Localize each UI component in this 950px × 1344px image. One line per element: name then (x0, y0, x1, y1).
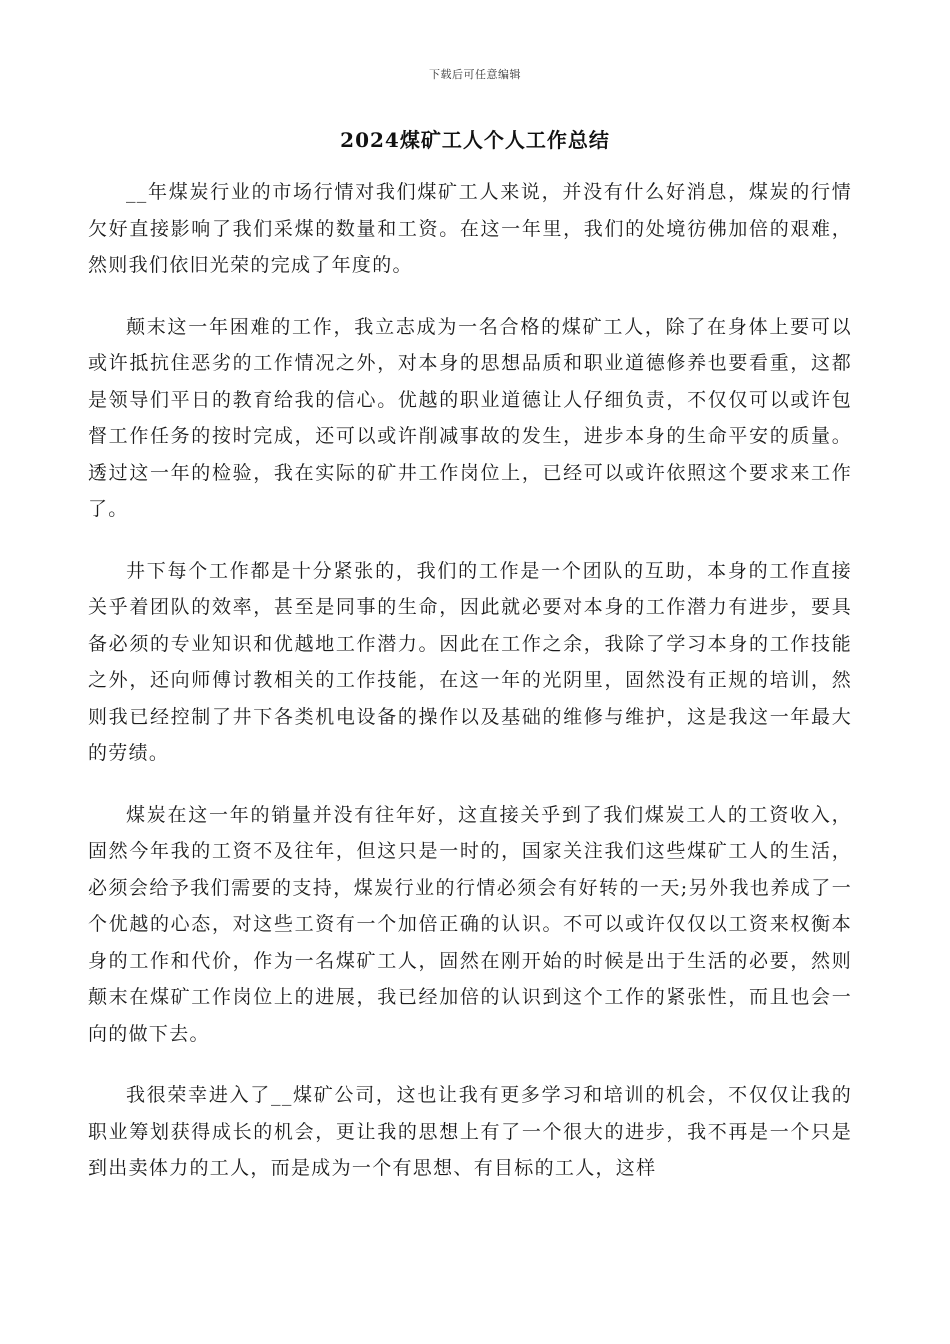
document-title: 2024煤矿工人个人工作总结 (340, 128, 610, 152)
paragraph: 煤炭在这一年的销量并没有往年好，这直接关乎到了我们煤炭工人的工资收入，固然今年我的工资不及往年，但这只是一时的，国家关注我们这些煤矿工人的生活，必须会给予我们需要的支持，煤炭行业的行情必须会有好转的一天;另外我也养成了一个优越的心态，对这些工资有一个加倍正确的认识。不可以或许仅仅以工资来权衡本身的工作和代价，作为一名煤矿工人，固然在刚开始的时候是出于生活的必要，然则颠末在煤矿工作岗位上的进展，我已经加倍的认识到这个工作的紧张性，而且也会一向的做下去。 (88, 803, 852, 1045)
paragraph: 井下每个工作都是十分紧张的，我们的工作是一个团队的互助，本身的工作直接关乎着团队的效率，甚至是同事的生命，因此就必要对本身的工作潜力有进步，要具备必须的专业知识和优越地工作潜力。因此在工作之余，我除了学习本身的工作技能之外，还向师傅讨教相关的工作技能，在这一年的光阴里，固然没有正规的培训，然则我已经控制了井下各类机电设备的操作以及基础的维修与维护，这是我这一年最大的劳绩。 (88, 559, 852, 764)
document-body (88, 174, 852, 1212)
paragraph: 颠末这一年困难的工作，我立志成为一名合格的煤矿工人，除了在身体上要可以或许抵抗住恶劣的工作情况之外，对本身的思想品质和职业道德修养也要看重，这都是领导们平日的教育给我的信心。优越的职业道德让人仔细负责，不仅仅可以或许包督工作任务的按时完成，还可以或许削减事故的发生，进步本身的生命平安的质量。透过这一年的检验，我在实际的矿井工作岗位上，已经可以或许依照这个要求来工作了。 (88, 315, 852, 520)
paragraph: 我很荣幸进入了__煤矿公司，这也让我有更多学习和培训的机会，不仅仅让我的职业筹划获得成长的机会，更让我的思想上有了一个很大的进步，我不再是一个只是到出卖体力的工人，而是成为一个有思想、有目标的工人，这样 (88, 1084, 852, 1179)
paragraph: __年煤炭行业的市场行情对我们煤矿工人来说，并没有什么好消息，煤炭的行情欠好直接影响了我们采煤的数量和工资。在这一年里，我们的处境彷佛加倍的艰难，然则我们依旧光荣的完成了年度的。 (88, 181, 852, 276)
header-note: 下载后可任意编辑 (429, 68, 521, 81)
